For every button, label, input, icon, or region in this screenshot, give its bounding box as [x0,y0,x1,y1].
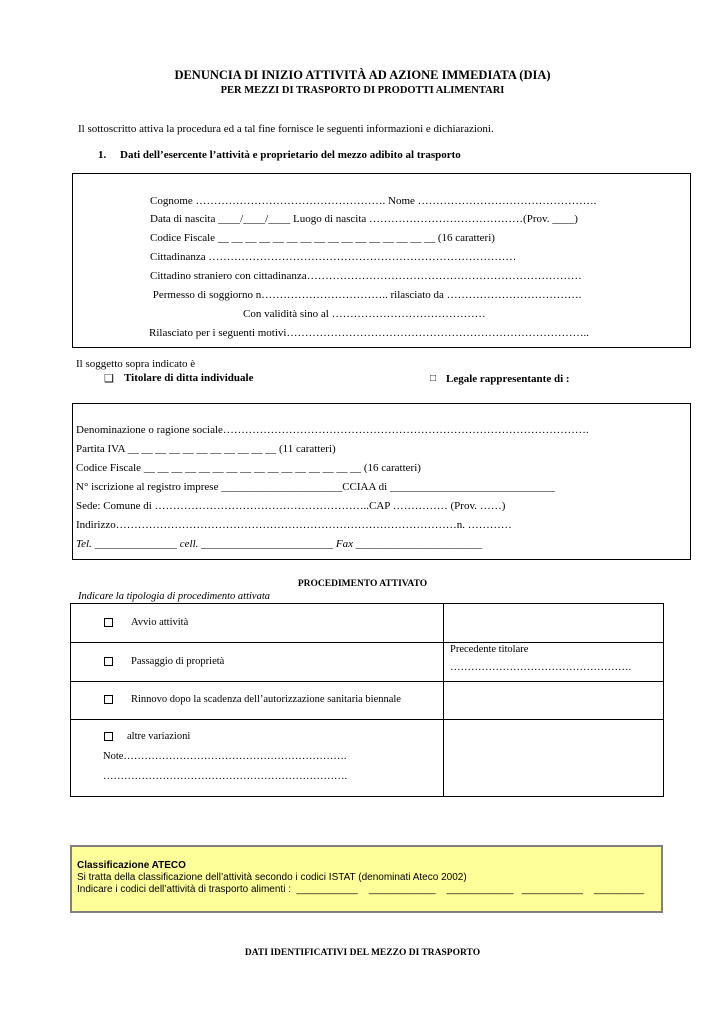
field-codice-fiscale[interactable]: Codice Fiscale __ __ __ __ __ __ __ __ __ __ __ __ __ __ __ __ (16 caratteri) [150,232,495,244]
checkbox-altre-variazioni[interactable] [104,732,113,741]
rinnovo-right-cell [444,682,664,720]
avvio-right-cell [444,604,664,643]
field-indirizzo[interactable]: Indirizzo…………………………………………………………………………………n. ………… [76,519,512,531]
field-registro-imprese[interactable]: N° iscrizione al registro imprese ______________________CCIAA di ______________________________ [76,481,555,493]
section1-heading: 1. Dati dell’esercente l’attività e proprietario del mezzo adibito al trasporto [98,149,461,161]
label-rinnovo: Rinnovo dopo la scadenza dell’autorizzazione sanitaria biennale [131,694,401,705]
titolare-label: Titolare di ditta individuale [124,372,254,384]
document-title: DENUNCIA DI INIZIO ATTIVITÀ AD AZIONE IMMEDIATA (DIA) [174,68,551,82]
soggetto-label: Il soggetto sopra indicato è [76,358,196,370]
field-cognome-nome[interactable]: Cognome ……………………………………………. Nome …………………………………………. [150,195,597,207]
mezzo-heading: DATI IDENTIFICATIVI DEL MEZZO DI TRASPORTO [244,948,481,958]
field-data-nascita[interactable]: Data di nascita ____/____/____ Luogo di nascita ……………………………………(Prov. ____) [150,213,578,225]
legale-label: Legale rappresentante di : [446,373,570,385]
field-contatti[interactable]: Tel. _______________ cell. ________________________ Fax _______________________ [76,538,483,550]
ateco-title: Classificazione ATECO [77,860,186,871]
personal-data-box [72,173,691,348]
checkbox-titolare[interactable]: ❑ [104,373,114,385]
altre-right-cell [444,720,664,797]
ateco-codes-field[interactable]: Indicare i codici dell’attività di trasporto alimenti : ___________ ____________ ____________ ___________ _________ [77,884,645,895]
procedimento-heading: PROCEDIMENTO ATTIVATO [297,579,428,589]
procedimento-subheading: Indicare la tipologia di procedimento attivata [78,591,270,602]
ateco-box [70,845,663,913]
checkbox-rinnovo[interactable] [104,695,113,704]
document-subtitle: PER MEZZI DI TRASPORTO DI PRODOTTI ALIMENTARI [220,85,505,96]
precedente-titolare-field[interactable]: ……………………………………………. [450,662,632,673]
intro-text: Il sottoscritto attiva la procedura ed a tal fine fornisce le seguenti informazioni e dichiarazioni. [78,123,494,135]
note-field[interactable]: Note………………………………………………………. [103,751,347,762]
ateco-description: Si tratta della classificazione dell’attività secondo i codici ISTAT (denominati Ateco 2002) [77,872,467,883]
company-data-box [72,403,691,560]
checkbox-passaggio[interactable] [104,657,113,666]
procedimento-table [70,603,664,797]
checkbox-avvio[interactable] [104,618,113,627]
field-permesso-soggiorno[interactable]: Permesso di soggiorno n…………………………….. rilasciato da ………………………………. [150,289,582,301]
label-passaggio: Passaggio di proprietà [131,656,225,667]
field-validita[interactable]: Con validità sino al …………………………………… [243,308,486,320]
checkbox-legale[interactable]: □ [430,373,437,384]
field-partita-iva[interactable]: Partita IVA __ __ __ __ __ __ __ __ __ __ __ (11 caratteri) [76,443,336,455]
label-avvio: Avvio attività [131,617,189,628]
field-codice-fiscale-ditta[interactable]: Codice Fiscale __ __ __ __ __ __ __ __ __ __ __ __ __ __ __ __ (16 caratteri) [76,462,421,474]
field-motivi[interactable]: Rilasciato per i seguenti motivi……………………………………………………………………….. [149,327,589,339]
label-altre-variazioni: altre variazioni [127,731,191,742]
field-cittadinanza[interactable]: Cittadinanza ………………………………………………………………………… [150,251,517,263]
note-field-2[interactable]: ……………………………………………………………. [103,771,348,782]
precedente-titolare-label: Precedente titolare [450,644,529,655]
field-denominazione[interactable]: Denominazione o ragione sociale………………………………………………………………………………………. [76,424,589,436]
field-sede[interactable]: Sede: Comune di …………………………………………………..CAP …………… (Prov. ……) [76,500,506,512]
field-cittadino-straniero[interactable]: Cittadino straniero con cittadinanza………………………………………………………………… [150,270,582,282]
